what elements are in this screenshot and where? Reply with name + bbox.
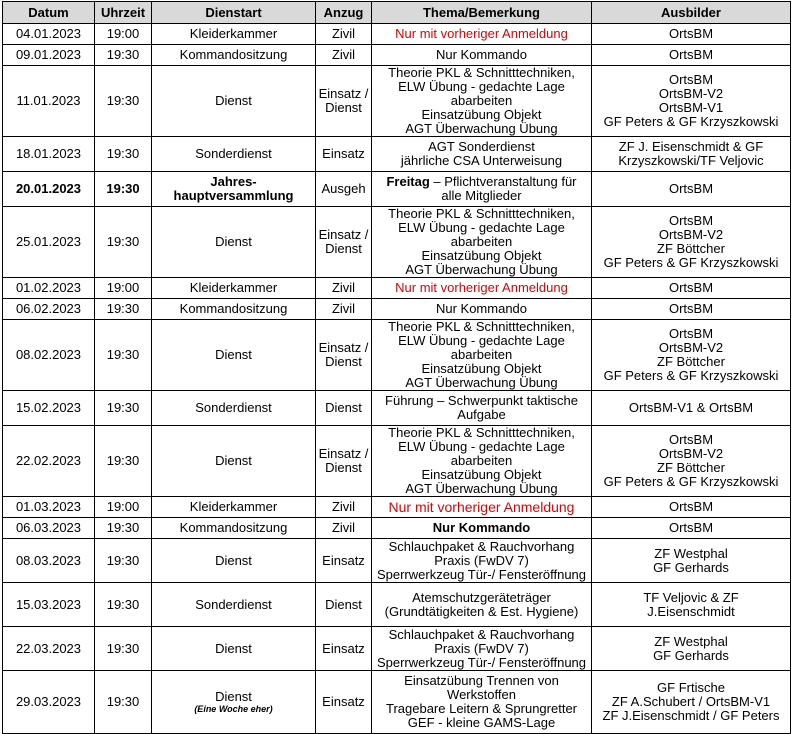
anzug-cell <box>316 66 372 137</box>
datum-cell: 01.03.2023 <box>3 497 95 518</box>
thema-line: Sperrwerkzeug Tür-/ Fensteröffnung <box>376 654 587 670</box>
datum-cell: 29.03.2023 <box>3 671 95 734</box>
dienstart-cell <box>152 45 316 66</box>
datum-cell: 08.02.2023 <box>3 320 95 391</box>
anzug-line: Zivil <box>331 280 356 295</box>
thema-line: AGT Überwachung Übung <box>405 481 558 496</box>
dienstart-cell <box>152 137 316 172</box>
dienstart-cell <box>152 518 316 539</box>
table-row <box>3 426 791 497</box>
ausb-line: GF Gerhards <box>653 559 729 575</box>
ausbilder-cell <box>592 320 791 391</box>
thema-line: Nur mit vorheriger Anmeldung <box>388 499 575 515</box>
anzug-line: Dienst <box>325 241 362 256</box>
dienstart-cell <box>152 391 316 426</box>
anzug-line: Ausgeh <box>321 181 366 196</box>
anzug-cell <box>316 671 372 734</box>
anzug-cell <box>316 299 372 320</box>
dienst-line: Dienst <box>215 453 252 468</box>
anzug-cell <box>316 207 372 278</box>
table-row <box>3 391 791 426</box>
ausbilder-cell <box>592 671 791 734</box>
uhrzeit-cell: 19:30 <box>95 66 152 137</box>
table-row <box>3 583 791 627</box>
anzug-line: Einsatz / <box>318 446 369 461</box>
ausb-line: GF Frtische <box>657 680 725 695</box>
thema-rest: – Pflichtveranstaltung für <box>429 174 577 189</box>
ausb-line: GF Gerhards <box>653 647 729 663</box>
table-row <box>3 627 791 671</box>
datum-cell: 01.02.2023 <box>3 278 95 299</box>
thema-cell <box>372 497 592 518</box>
uhrzeit-cell: 19:00 <box>95 497 152 518</box>
thema-cell <box>372 45 592 66</box>
anzug-line: Einsatz / <box>318 227 369 242</box>
uhrzeit-cell: 19:30 <box>95 320 152 391</box>
uhrzeit-cell: 19:30 <box>95 426 152 497</box>
thema-cell <box>372 24 592 45</box>
uhrzeit-cell: 19:30 <box>95 583 152 627</box>
datum-cell: 15.03.2023 <box>3 583 95 627</box>
ausb-line: OrtsBM <box>668 326 714 341</box>
dienstart-cell <box>152 627 316 671</box>
uhrzeit-cell: 19:00 <box>95 24 152 45</box>
dienstart-cell <box>152 207 316 278</box>
datum-cell: 06.03.2023 <box>3 518 95 539</box>
dienstart-cell <box>152 539 316 583</box>
dienstart-cell <box>152 426 316 497</box>
schedule-table <box>2 1 791 734</box>
thema-line: Aufgabe <box>457 407 506 422</box>
table-row <box>3 45 791 66</box>
ausb-line: OrtsBM <box>668 72 714 87</box>
uhrzeit-cell: 19:30 <box>95 671 152 734</box>
table-row <box>3 278 791 299</box>
ausb-line: J.Eisenschmidt <box>647 603 735 619</box>
datum-cell: 22.03.2023 <box>3 627 95 671</box>
dienst-line: Dienst <box>215 347 252 362</box>
anzug-line: Dienst <box>325 100 362 115</box>
thema-cell <box>372 299 592 320</box>
dienst-line: Kommandositzung <box>179 520 288 535</box>
thema-cell <box>372 278 592 299</box>
header-datum: Datum <box>3 2 95 24</box>
dienst-line: Kleiderkammer <box>189 499 278 514</box>
ausb-line: OrtsBM-V1 & OrtsBM <box>628 400 754 415</box>
thema-line: Einsatzübung Objekt <box>421 248 542 263</box>
uhrzeit-cell: 19:00 <box>95 278 152 299</box>
thema-line: Tragebare Leitern & Sprungretter <box>385 701 577 716</box>
dienst-line: Sonderdienst <box>195 146 272 161</box>
anzug-cell <box>316 24 372 45</box>
thema-line: alle Mitglieder <box>441 188 522 203</box>
ausb-line: OrtsBM-V2 <box>658 446 724 461</box>
table-row <box>3 299 791 320</box>
table-row <box>3 497 791 518</box>
dienst-line: Sonderdienst <box>195 596 272 612</box>
anzug-line: Zivil <box>331 26 356 41</box>
anzug-cell <box>316 426 372 497</box>
thema-line: ELW Übung - gedachte Lage abarbeiten <box>398 79 565 108</box>
table-row <box>3 539 791 583</box>
thema-cell <box>372 172 592 207</box>
anzug-cell <box>316 497 372 518</box>
anzug-cell <box>316 518 372 539</box>
ausb-line: OrtsBM <box>668 280 714 295</box>
thema-line: AGT Überwachung Übung <box>405 262 558 277</box>
thema-line: Nur Kommando <box>435 301 528 316</box>
thema-line: AGT Sonderdienst <box>428 139 535 154</box>
ausbilder-cell <box>592 539 791 583</box>
anzug-cell <box>316 278 372 299</box>
datum-cell: 11.01.2023 <box>3 66 95 137</box>
thema-line: AGT Überwachung Übung <box>405 375 558 390</box>
anzug-line: Zivil <box>331 499 356 514</box>
thema-line: jährliche CSA Unterweisung <box>400 153 563 168</box>
anzug-line: Zivil <box>331 301 356 316</box>
ausb-line: OrtsBM-V2 <box>658 86 724 101</box>
dienstart-cell <box>152 671 316 734</box>
dienst-line: hauptversammlung <box>173 188 294 203</box>
ausbilder-cell <box>592 207 791 278</box>
table-row <box>3 66 791 137</box>
dienst-line: Kommandositzung <box>179 301 288 316</box>
ausbilder-cell <box>592 172 791 207</box>
ausb-line: ZF Böttcher <box>657 354 725 369</box>
ausb-line: ZF J.Eisenschmidt / GF Peters <box>602 708 780 723</box>
anzug-line: Dienst <box>325 596 362 612</box>
thema-cell <box>372 518 592 539</box>
thema-line: Atemschutzgeräteträger <box>412 589 551 605</box>
ausb-line: GF Peters & GF Krzyszkowski <box>603 255 779 270</box>
ausb-line: OrtsBM <box>668 432 714 447</box>
header-ausbilder: Ausbilder <box>592 2 791 24</box>
ausbilder-cell <box>592 583 791 627</box>
dienst-note: (Eine Woche eher) <box>194 703 273 714</box>
thema-line: (Grundtätigkeiten & Est. Hygiene) <box>384 603 579 619</box>
dienstart-cell <box>152 24 316 45</box>
thema-bold: Freitag <box>386 174 430 189</box>
thema-line: Einsatzübung Objekt <box>421 467 542 482</box>
dienst-line: Dienst <box>215 93 252 108</box>
uhrzeit-cell: 19:30 <box>95 45 152 66</box>
datum-cell: 04.01.2023 <box>3 24 95 45</box>
table-row <box>3 24 791 45</box>
datum-cell: 25.01.2023 <box>3 207 95 278</box>
datum-cell: 09.01.2023 <box>3 45 95 66</box>
dienstart-cell <box>152 299 316 320</box>
table-row <box>3 320 791 391</box>
header-dienstart: Dienstart <box>152 2 316 24</box>
uhrzeit-cell: 19:30 <box>95 518 152 539</box>
anzug-line: Dienst <box>325 460 362 475</box>
datum-cell: 15.02.2023 <box>3 391 95 426</box>
datum-cell: 08.03.2023 <box>3 539 95 583</box>
thema-line: ELW Übung - gedachte Lage abarbeiten <box>398 220 565 249</box>
header-anzug: Anzug <box>316 2 372 24</box>
ausbilder-cell <box>592 497 791 518</box>
anzug-cell <box>316 539 372 583</box>
thema-line: Einsatzübung Objekt <box>421 361 542 376</box>
header-uhrzeit: Uhrzeit <box>95 2 152 24</box>
ausbilder-cell <box>592 391 791 426</box>
thema-line: Nur Kommando <box>432 520 531 535</box>
ausbilder-cell <box>592 518 791 539</box>
ausb-line: GF Peters & GF Krzyszkowski <box>603 368 779 383</box>
anzug-line: Einsatz / <box>318 86 369 101</box>
uhrzeit-cell: 19:30 <box>95 137 152 172</box>
dienst-line: Dienst <box>215 552 252 568</box>
dienstart-cell <box>152 278 316 299</box>
ausb-line: ZF Böttcher <box>657 460 725 475</box>
dienst-line: Dienst <box>215 640 252 656</box>
anzug-line: Dienst <box>325 354 362 369</box>
thema-cell <box>372 66 592 137</box>
ausb-line: ZF Westphal <box>654 633 728 649</box>
ausbilder-cell <box>592 299 791 320</box>
thema-line: Theorie PKL & Schnitttechniken, <box>388 206 575 221</box>
thema-cell <box>372 539 592 583</box>
ausbilder-cell <box>592 45 791 66</box>
thema-line: Führung – Schwerpunkt taktische <box>385 393 578 408</box>
thema-line: Theorie PKL & Schnitttechniken, <box>388 319 575 334</box>
thema-line: Einsatzübung Objekt <box>421 107 542 122</box>
thema-line: ELW Übung - gedachte Lage abarbeiten <box>398 333 565 362</box>
table-row <box>3 137 791 172</box>
thema-line: AGT Überwachung Übung <box>405 121 558 136</box>
thema-line: Schlauchpaket & Rauchvorhang <box>388 626 575 642</box>
thema-line: Praxis (FwDV 7) <box>434 552 529 568</box>
thema-line: Nur mit vorheriger Anmeldung <box>395 280 568 295</box>
uhrzeit-cell: 19:30 <box>95 627 152 671</box>
thema-line: Einsatzübung Trennen von Werkstoffen <box>404 673 559 702</box>
uhrzeit-cell: 19:30 <box>95 299 152 320</box>
anzug-cell <box>316 391 372 426</box>
anzug-line: Einsatz <box>322 640 365 656</box>
header-thema: Thema/Bemerkung <box>372 2 592 24</box>
uhrzeit-cell: 19:30 <box>95 172 152 207</box>
anzug-cell <box>316 172 372 207</box>
uhrzeit-cell: 19:30 <box>95 207 152 278</box>
ausb-line: OrtsBM-V1 <box>658 100 724 115</box>
anzug-line: Einsatz / <box>318 340 369 355</box>
ausb-line: OrtsBM-V2 <box>658 340 724 355</box>
thema-cell <box>372 137 592 172</box>
thema-line: Nur Kommando <box>435 47 528 62</box>
dienst-line: Kommandositzung <box>179 47 288 62</box>
anzug-cell <box>316 627 372 671</box>
dienstart-cell <box>152 497 316 518</box>
anzug-cell <box>316 320 372 391</box>
anzug-line: Zivil <box>331 47 356 62</box>
thema-line: ELW Übung - gedachte Lage abarbeiten <box>398 439 565 468</box>
ausb-line: OrtsBM-V2 <box>658 227 724 242</box>
thema-line: GEF - kleine GAMS-Lage <box>407 715 556 730</box>
dienst-line: Dienst <box>215 688 252 704</box>
ausb-line: OrtsBM <box>668 181 714 196</box>
datum-cell: 22.02.2023 <box>3 426 95 497</box>
datum-cell: 06.02.2023 <box>3 299 95 320</box>
thema-cell <box>372 391 592 426</box>
ausb-line: ZF J. Eisenschmidt & GF <box>618 139 764 154</box>
anzug-cell <box>316 583 372 627</box>
ausb-line: TF Veljovic & ZF <box>643 589 739 605</box>
thema-cell <box>372 671 592 734</box>
anzug-cell <box>316 45 372 66</box>
ausb-line: ZF Westphal <box>654 545 728 561</box>
anzug-line: Dienst <box>325 400 362 415</box>
thema-cell <box>372 583 592 627</box>
ausb-line: OrtsBM <box>668 301 714 316</box>
ausb-line: OrtsBM <box>668 520 714 535</box>
anzug-line: Einsatz <box>322 552 365 568</box>
dienst-line: Kleiderkammer <box>189 280 278 295</box>
ausb-line: GF Peters & GF Krzyszkowski <box>603 474 779 489</box>
ausbilder-cell <box>592 24 791 45</box>
thema-cell <box>372 320 592 391</box>
thema-line: Sperrwerkzeug Tür-/ Fensteröffnung <box>376 566 587 582</box>
ausb-line: OrtsBM <box>668 499 714 514</box>
dienstart-cell <box>152 172 316 207</box>
ausb-line: ZF A.Schubert / OrtsBM-V1 <box>611 694 771 709</box>
ausbilder-cell <box>592 627 791 671</box>
ausb-line: Krzyszkowski/TF Veljovic <box>618 153 764 168</box>
ausb-line: OrtsBM <box>668 213 714 228</box>
anzug-line: Einsatz <box>322 694 365 709</box>
header-row <box>3 2 791 24</box>
thema-line: Schlauchpaket & Rauchvorhang <box>388 538 575 554</box>
uhrzeit-cell: 19:30 <box>95 539 152 583</box>
datum-cell: 18.01.2023 <box>3 137 95 172</box>
anzug-line: Einsatz <box>322 146 365 161</box>
ausbilder-cell <box>592 137 791 172</box>
thema-line: Theorie PKL & Schnitttechniken, <box>388 65 575 80</box>
table-row <box>3 207 791 278</box>
ausb-line: ZF Böttcher <box>657 241 725 256</box>
dienstart-cell <box>152 583 316 627</box>
dienst-line: Sonderdienst <box>195 400 272 415</box>
ausb-line: OrtsBM <box>668 26 714 41</box>
anzug-line: Zivil <box>331 520 356 535</box>
thema-line: Theorie PKL & Schnitttechniken, <box>388 425 575 440</box>
dienst-line: Kleiderkammer <box>189 26 278 41</box>
table-row <box>3 671 791 734</box>
dienst-line: Jahres- <box>210 174 257 189</box>
dienstart-cell <box>152 66 316 137</box>
anzug-cell <box>316 137 372 172</box>
thema-cell <box>372 426 592 497</box>
dienstart-cell <box>152 320 316 391</box>
thema-cell <box>372 207 592 278</box>
ausbilder-cell <box>592 66 791 137</box>
thema-line: Praxis (FwDV 7) <box>434 640 529 656</box>
ausb-line: GF Peters & GF Krzyszkowski <box>603 114 779 129</box>
thema-line: Nur mit vorheriger Anmeldung <box>395 26 568 41</box>
dienst-line: Dienst <box>215 234 252 249</box>
ausb-line: OrtsBM <box>668 47 714 62</box>
uhrzeit-cell: 19:30 <box>95 391 152 426</box>
table-row <box>3 172 791 207</box>
ausbilder-cell <box>592 426 791 497</box>
thema-cell <box>372 627 592 671</box>
table-row <box>3 518 791 539</box>
ausbilder-cell <box>592 278 791 299</box>
datum-cell: 20.01.2023 <box>3 172 95 207</box>
